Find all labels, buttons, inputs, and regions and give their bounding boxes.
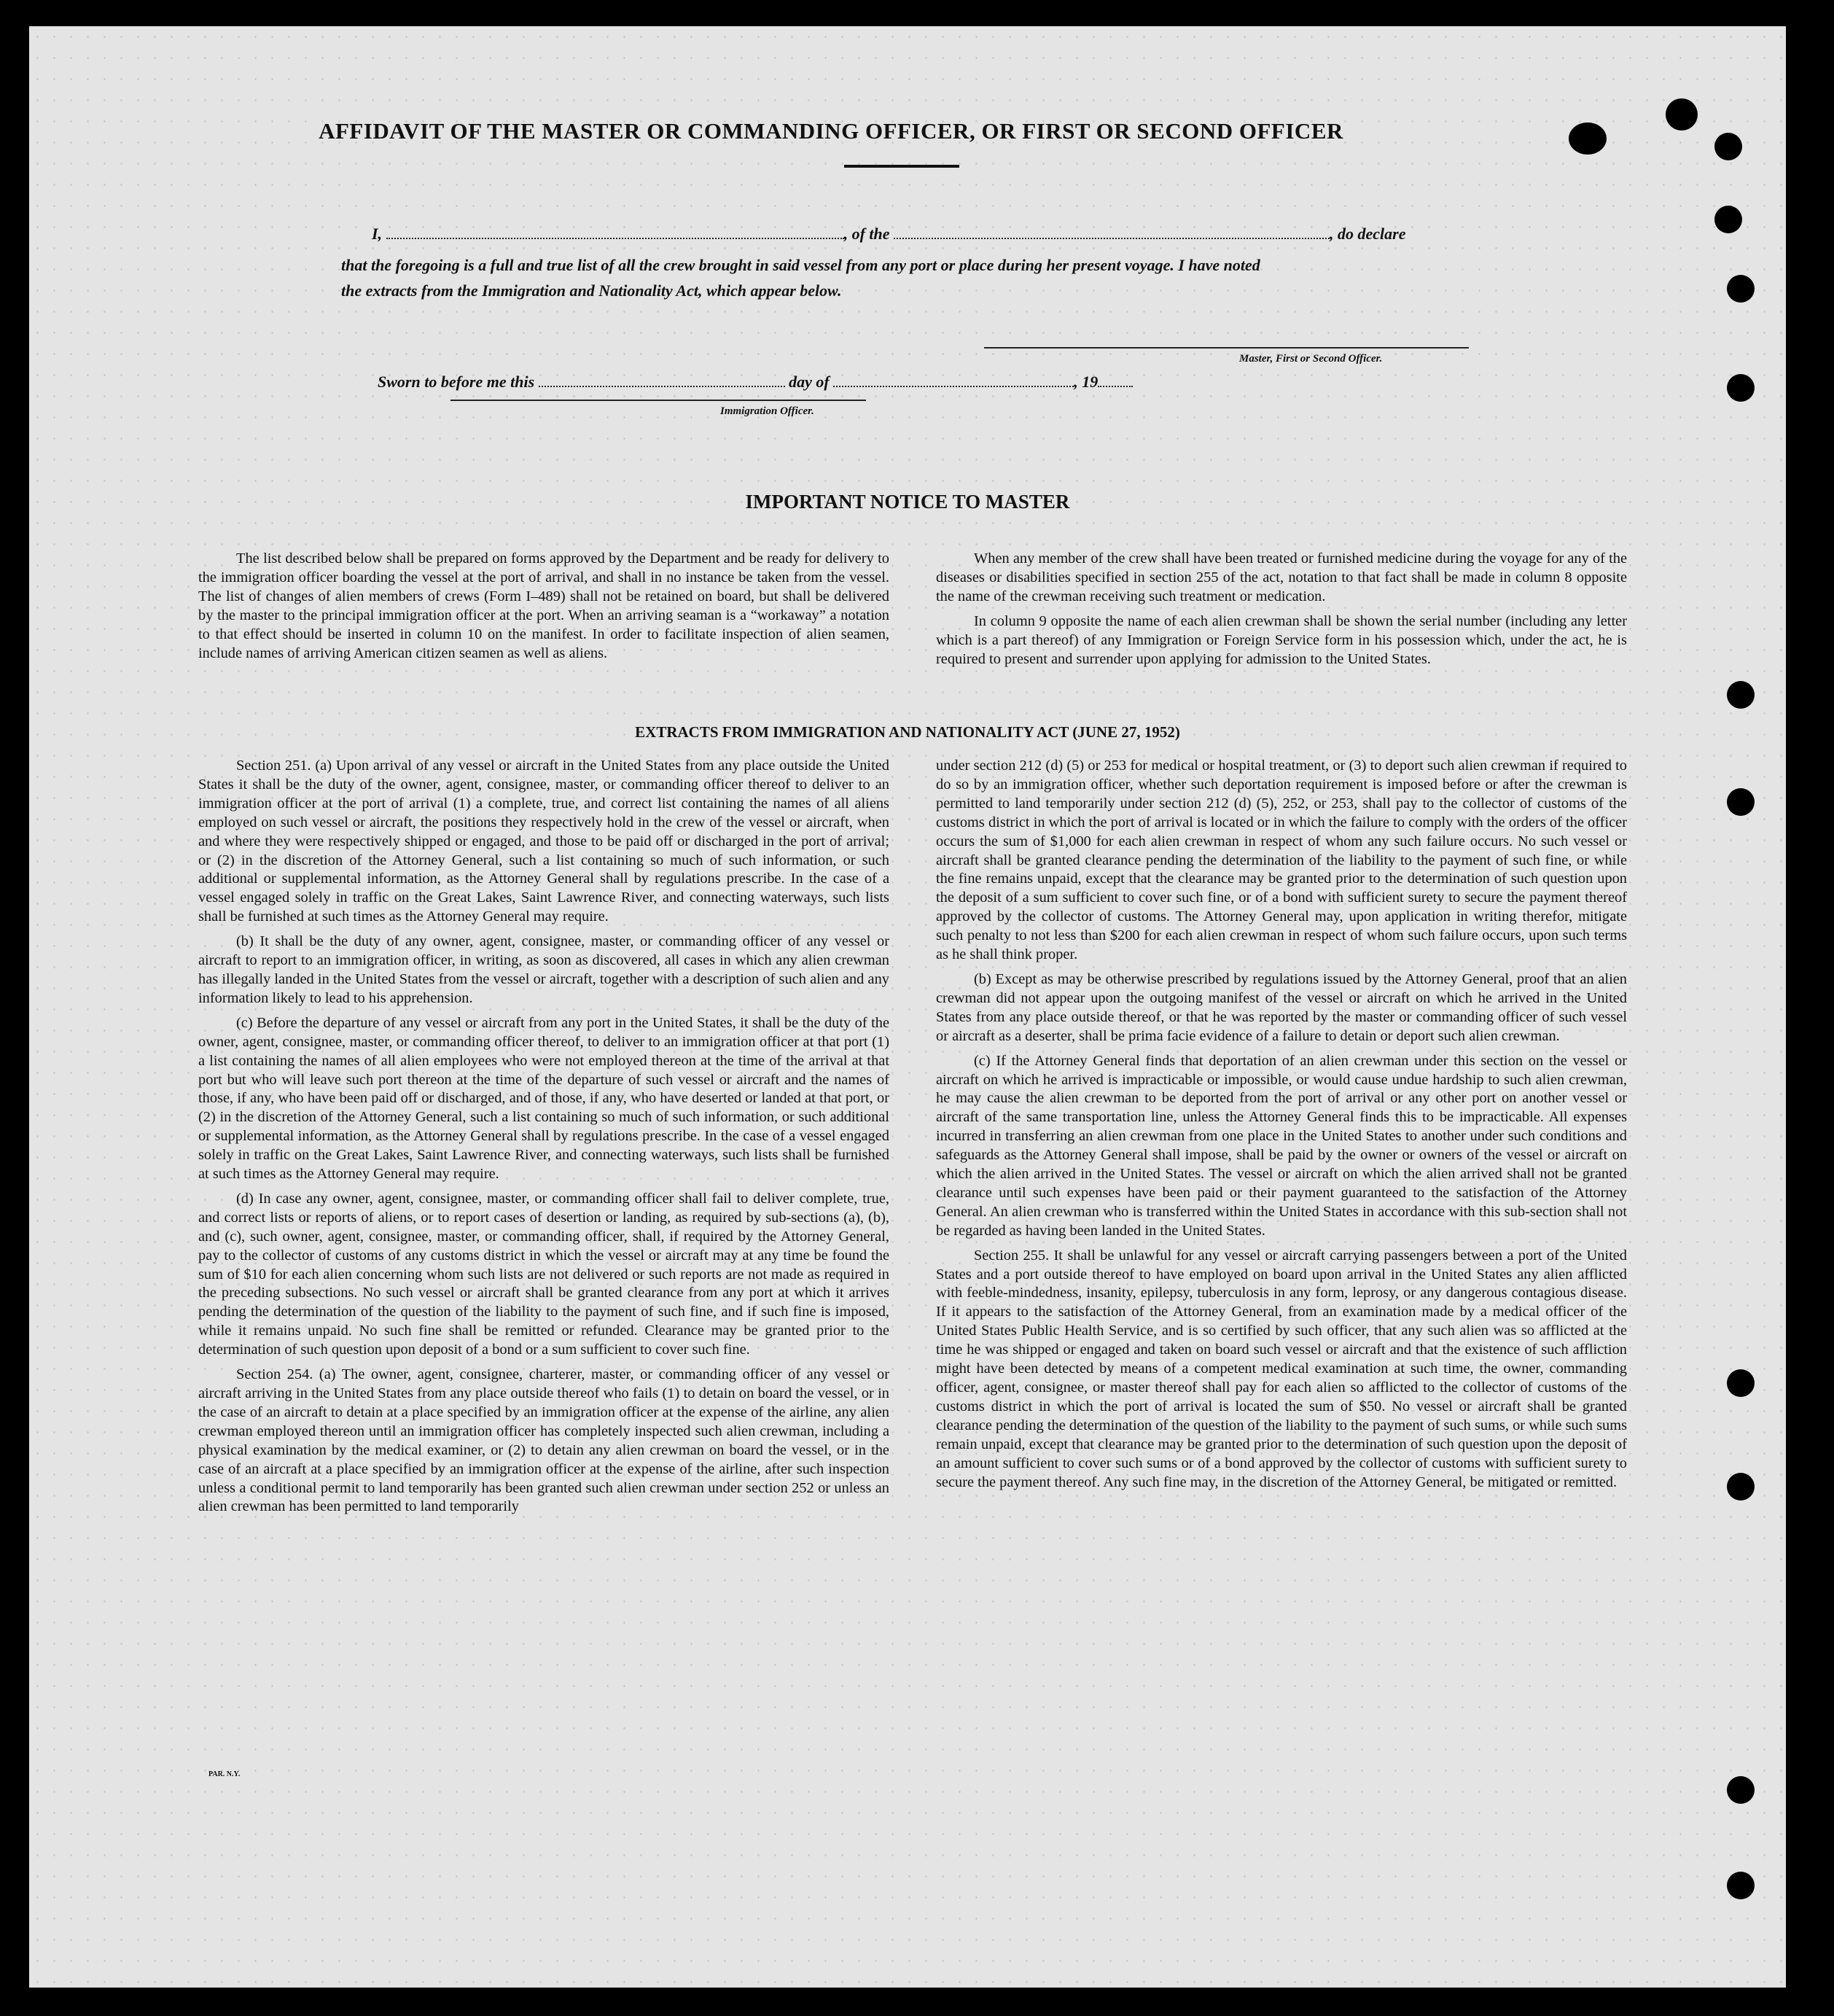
of-the-label: , of the [843, 225, 890, 243]
sworn-label: Sworn to before me this [378, 373, 535, 391]
sworn-line [378, 373, 1133, 392]
section-254-a: Section 254. (a) The owner, agent, consignee, charterer, master, or commanding officer of any vessel or aircraft arriving in the United States from any place outside thereof who fails (1) to detain on board the vessel, or in the case of an aircraft to detain at a place specified by an immigration officer at the expense of the airline, any alien crewman employed thereon until an immigration officer has completely inspected such alien crewman, including a physical examination by the medical examiner, or (2) to detain any alien crewman on board the vessel, or in the case of an aircraft at a place specified by an immigration officer at the expense of the airline, after such inspection unless a conditional permit to land temporarily has been granted such alien crewman under section 252 or unless an alien crewman has been permitted to land temporarily [198, 1366, 889, 1515]
sworn-day-field[interactable] [539, 385, 785, 387]
notice-left-paragraph: The list described below shall be prepared on forms approved by the Department and be ready for delivery to the immigration officer boarding the vessel at the port of arrival, and shall in no instance be taken from the vessel. The list of changes of alien members of crews (Form I–489) shall not be retained on board, but shall be delivered by the master to the principal immigration officer at the port. When an arriving seaman is a “workaway” a notation to that effect should be inserted in column 10 on the manifest. In order to facilitate inspection of alien seamen, include names of arriving American citizen seamen as well as aliens. [198, 550, 889, 661]
section-254-a-continued: under section 212 (d) (5) or 253 for medical or hospital treatment, or (3) to deport such alien crewman if required to do so by an immigration officer, whether such deportation requirement is imposed before or after the crewman is permitted to land temporarily under section 212 (d) (5), 252, or 253, shall pay to the collector of customs of the customs district in which the port of arrival is located or in which the failure to comply with the orders of the officer occurs the sum of $1,000 for each alien crewman in respect of whom any such failure occurs. No such vessel or aircraft shall be granted clearance pending the determination of the liability to the payment of such fine, or while the fine remains unpaid, except that the clearance may be granted prior to the determination of such question upon the deposit of a sum sufficient to cover such fine, or of a bond with sufficient surety to secure the payment thereof approved by the collector of customs. The Attorney General may, upon application in writing therefor, mitigate such penalty to not less than $200 for each alien crewman in respect of whom such failure occurs, upon such terms as he shall think proper. [936, 758, 1627, 963]
section-255: Section 255. It shall be unlawful for any vessel or aircraft carrying passengers between a port of the United States and a port outside thereof to have employed on board upon arrival in the United States any alien afflicted with feeble-mindedness, insanity, epilepsy, tuberculosis in any form, leprosy, or any dangerous contagious disease. If it appears to the satisfaction of the Attorney General, from an examination made by a medical officer of the United States Public Health Service, and is so certified by such officer, that any such alien was so afflicted at the time he was shipped or engaged and taken on board such vessel or aircraft and that the existence of such affliction might have been detected by means of a competent medical examination at such time, the owner, commanding officer, agent, consignee, or master thereof shall pay for each alien so afflicted to the collector of customs of the customs district in which the port of arrival is located the sum of $50. No vessel or aircraft shall be granted clearance pending the determination of the question of the liability to the payment of such sums, or while such sums remain unpaid, except that clearance may be granted prior to the determination of such question upon the deposit of an amount sufficient to cover such sums or of a bond approved by the collector of customs with sufficient surety to secure the payment thereof. Any such fine may, in the discretion of the Attorney General, be mitigated or remitted. [936, 1247, 1627, 1490]
punch-hole [1714, 206, 1742, 233]
vessel-field[interactable] [894, 237, 1330, 239]
section-251-b: (b) It shall be the duty of any owner, agent, consignee, master, or commanding officer of any vessel or aircraft to report to an immigration officer, in writing, as soon as discovered, all cases in which any alien crewman has illegally landed in the United States from the vessel or aircraft, together with a description of such alien and any information likely to lead to his apprehension. [198, 933, 889, 1006]
notice-left-column [198, 550, 889, 669]
punch-hole [1727, 1473, 1755, 1501]
declaration-line-3: the extracts from the Immigration and Nationality Act, which appear below. [341, 281, 842, 300]
immigration-officer-signature-line[interactable] [450, 400, 866, 401]
title-underline [844, 165, 959, 168]
punch-hole [1666, 98, 1698, 131]
do-declare-label: , do declare [1330, 225, 1406, 243]
printer-mark: PAR. N.Y. [208, 1770, 241, 1778]
section-254-c: (c) If the Attorney General finds that deportation of an alien crewman under this section on the vessel or aircraft on which he arrived is impracticable or impossible, or would cause undue hardship to such alien crewman, he may cause the alien crewman to be deported from the port of arrival or any other port on another vessel or aircraft of the same transportation line, unless the Attorney General finds this to be impracticable. All expenses incurred in transferring an alien crewman from one place in the United States to another under such conditions and safeguards as the Attorney General shall impose, shall be paid by the owner or owners of the vessel or aircraft on which the alien arrived in the United States. The vessel or aircraft on which the alien arrived shall not be granted clearance until such expenses have been paid or their payment guaranteed to the satisfaction of the Attorney General. An alien crewman who is transferred within the United States in accordance with this sub-section shall not be regarded as having been landed in the United States. [936, 1052, 1627, 1239]
punch-hole [1727, 1872, 1755, 1899]
punch-hole [1727, 681, 1755, 709]
sworn-year-field[interactable] [1098, 385, 1133, 387]
name-field[interactable] [386, 237, 844, 239]
extracts-left-column [198, 757, 889, 1522]
punch-hole [1727, 374, 1755, 402]
extracts-title: EXTRACTS FROM IMMIGRATION AND NATIONALITY ACT (JUNE 27, 1952) [635, 723, 1180, 741]
punch-hole [1727, 1776, 1755, 1804]
i-label: I, [372, 225, 383, 243]
year-label: , 19 [1074, 373, 1099, 391]
punch-hole [1727, 275, 1755, 303]
form-page [29, 26, 1786, 1988]
section-251-a: Section 251. (a) Upon arrival of any vessel or aircraft in the United States from any place outside the United States it shall be the duty of the owner, agent, consignee, master, or commanding officer thereof to deliver to an immigration officer at the port of arrival (1) a complete, true, and correct list containing the names of all aliens employed on such vessel or aircraft, the positions they respectively hold in the crew of the vessel or aircraft, when and where they were respectively shipped or engaged, and those to be paid off or discharged in the port of arrival; or (2) in the discretion of the Attorney General, such a list containing so much of such information, or such additional or supplemental information, as the Attorney General shall by regulations prescribe. In the case of a vessel engaged solely in traffic on the Great Lakes, Saint Lawrence River, and connecting waterways, such lists shall be furnished at such times as the Attorney General may require. [198, 758, 889, 925]
notice-right-paragraph-2: In column 9 opposite the name of each alien crewman shall be shown the serial number (including any letter which is a part thereof) of any Immigration or Foreign Service form in his possession which, under the act, he is required to present and surrender upon applying for admission to the United States. [936, 612, 1627, 667]
affidavit-title: AFFIDAVIT OF THE MASTER OR COMMANDING OFFICER, OR FIRST OR SECOND OFFICER [319, 118, 1343, 144]
punch-hole [1714, 133, 1742, 160]
notice-title: IMPORTANT NOTICE TO MASTER [745, 491, 1070, 513]
section-254-b: (b) Except as may be otherwise prescribed by regulations issued by the Attorney General, proof that an alien crewman did not appear upon the outgoing manifest of the vessel or aircraft on which he arrived in the United States from any place outside thereof, or that he was reported by the master or commanding officer of such vessel or aircraft as a deserter, shall be prima facie evidence of a failure to detain or deport such alien crewman. [936, 970, 1627, 1044]
punch-hole [1569, 122, 1607, 155]
extracts-right-column [936, 757, 1627, 1498]
punch-hole [1727, 1369, 1755, 1397]
master-signature-label: Master, First or Second Officer. [1239, 353, 1383, 365]
punch-hole [1727, 788, 1755, 816]
declaration-line-2: that the foregoing is a full and true list of all the crew brought in said vessel from any port or place during her present voyage. I have noted [341, 256, 1260, 274]
sworn-month-field[interactable] [833, 385, 1074, 387]
master-signature-line[interactable] [984, 347, 1469, 349]
section-251-d: (d) In case any owner, agent, consignee, master, or commanding officer shall fail to deliver complete, true, and correct lists or reports of aliens, or to report cases of desertion or landing, as required by sub-sections (a), (b), and (c), such owner, agent, consignee, master, or commanding officer, shall, if required by the Attorney General, pay to the collector of customs of any customs district in which the vessel or aircraft may at any time be found the sum of $10 for each alien concerning whom such lists are not delivered or such reports are not made as required in the preceding subsections. No such vessel or aircraft shall be granted clearance from any port at which it arrives pending the determination of the question of the liability to the payment of such fine, and if such fine is imposed, while it remains unpaid. No such fine shall be remitted or refunded. Clearance may be granted prior to the determination of such question upon deposit of a bond or a sum sufficient to cover such fine. [198, 1190, 889, 1358]
section-251-c: (c) Before the departure of any vessel or aircraft from any port in the United States, it shall be the duty of the owner, agent, consignee, master, or commanding officer thereof, to deliver to an immigration officer at that port (1) a list containing the names of all alien employees who were not employed thereon at the time of the arrival at that port but who will leave such port thereon at the time of the departure of such vessel or aircraft and the names of those, if any, who have been paid off or discharged, and of those, if any, who have deserted or landed at that port, or (2) in the discretion of the Attorney General, such a list containing so much of such information, or such additional or supplemental information, as the Attorney General shall by regulations prescribe. In the case of a vessel engaged solely in traffic on the Great Lakes, Saint Lawrence River, and connecting waterways, such lists shall be furnished at such times as the Attorney General may require. [198, 1014, 889, 1183]
notice-right-paragraph-1: When any member of the crew shall have been treated or furnished medicine during the voyage for any of the diseases or disabilities specified in section 255 of the act, notation to that fact shall be made in column 8 opposite the name of the crewman receiving such treatment or medication. [936, 550, 1627, 604]
declaration-line-1 [372, 225, 1405, 244]
day-of-label: day of [789, 373, 830, 391]
immigration-officer-label: Immigration Officer. [720, 405, 814, 417]
notice-right-column [936, 550, 1627, 674]
